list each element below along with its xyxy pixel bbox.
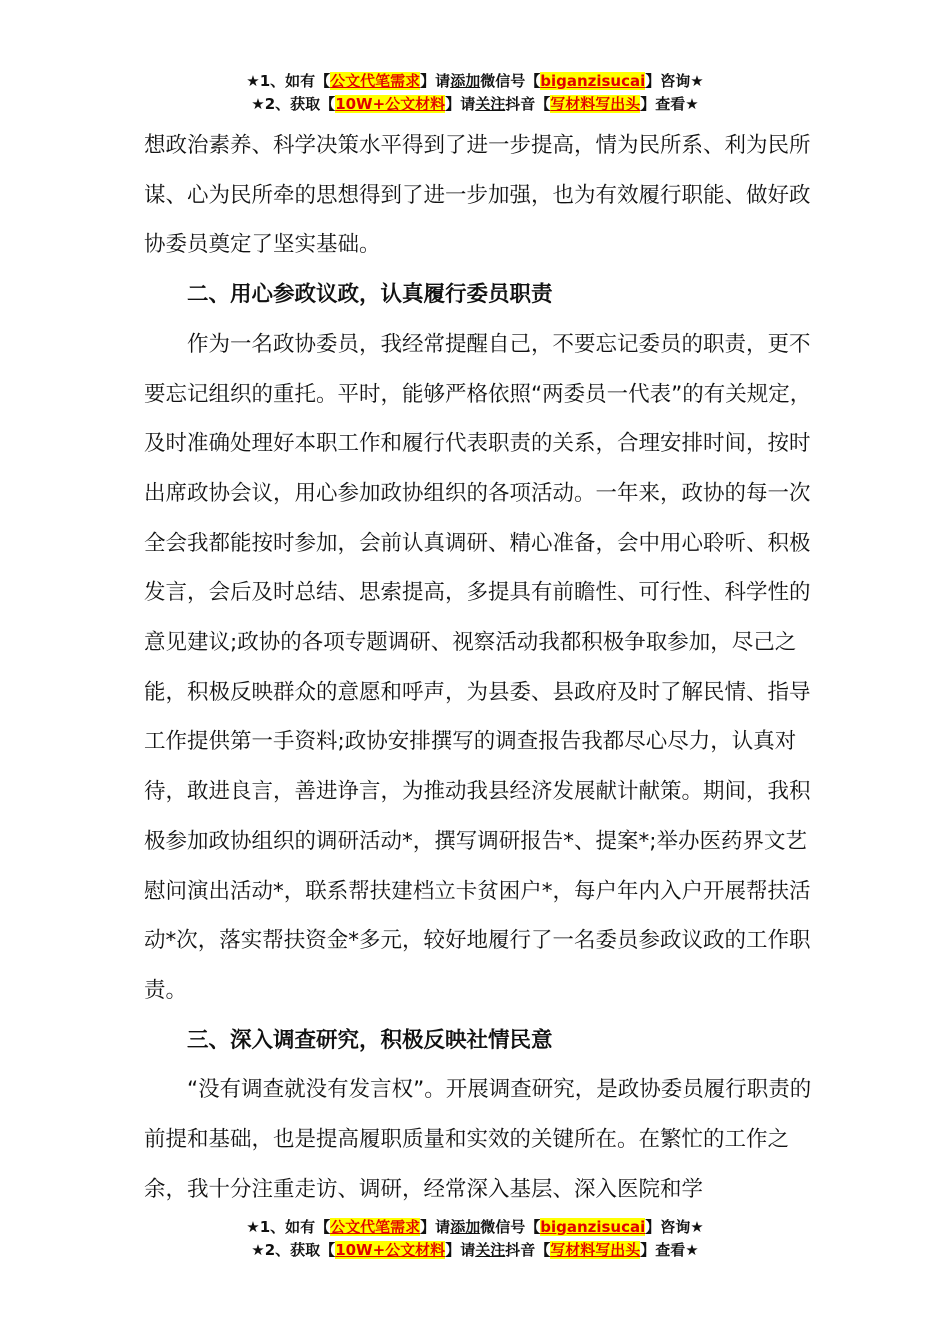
promo-douyin-account: 写材料写出头 bbox=[550, 1241, 641, 1259]
promo-douyin-account: 写材料写出头 bbox=[550, 95, 641, 113]
footer-promo-banner bbox=[0, 1216, 950, 1262]
promo-line-1: ★1、如有【公文代笔需求】请添加微信号【biganzisucai】咨询★ bbox=[246, 72, 704, 90]
header-promo-banner bbox=[0, 70, 950, 116]
promo-highlight: 公文代笔需求 bbox=[330, 1218, 421, 1236]
promo-highlight: 10W+公文材料 bbox=[335, 1241, 446, 1259]
body-paragraph: 作为一名政协委员，我经常提醒自己，不要忘记委员的职责，更不要忘记组织的重托。平时，能够严格依照“两委员一代表”的有关规定，及时准确处理好本职工作和履行代表职责的关系，合理安排时间，按时出席政协会议，用心参加政协组织的各项活动。一年来，政协的每一次全会我都能按时参加，会前认真调研、精心准备，会中用心聆听、积极发言，会后及时总结、思索提高，多提具有前瞻性、可行性、科学性的意见建议;政协的各项专题调研、视察活动我都积极争取参加，尽己之能，积极反映群众的意愿和呼声，为县委、县政府及时了解民情、指导工作提供第一手资料;政协安排撰写的调查报告我都尽心尽力，认真对待，敢进良言，善进诤言，为推动我县经济发展献计献策。期间，我积极参加政协组织的调研活动*，撰写调研报告*、提案*;举办医药界文艺慰问演出活动*，联系帮扶建档立卡贫困户*，每户年内入户开展帮扶活动*次，落实帮扶资金*多元，较好地履行了一名委员参政议政的工作职责。 bbox=[144, 331, 812, 1003]
promo-wechat-id: biganzisucai bbox=[540, 1218, 646, 1236]
promo-line-2: ★2、获取【10W+公文材料】请关注抖音【写材料写出头】查看★ bbox=[251, 1241, 699, 1259]
promo-highlight: 公文代笔需求 bbox=[330, 72, 421, 90]
continuation-paragraph: 想政治素养、科学决策水平得到了进一步提高，情为民所系、利为民所谋、心为民所牵的思想得到了进一步加强，也为有效履行职能、做好政协委员奠定了坚实基础。 bbox=[144, 133, 811, 258]
promo-highlight: 10W+公文材料 bbox=[335, 95, 446, 113]
section-heading-3: 三、深入调查研究，积极反映社情民意 bbox=[187, 1027, 553, 1053]
promo-line-1: ★1、如有【公文代笔需求】请添加微信号【biganzisucai】咨询★ bbox=[246, 1218, 704, 1236]
promo-wechat-id: biganzisucai bbox=[540, 72, 646, 90]
document-body bbox=[144, 121, 824, 1214]
body-paragraph: “没有调查就没有发言权”。开展调查研究，是政协委员履行职责的前提和基础，也是提高履职质量和实效的关键所在。在繁忙的工作之余，我十分注重走访、调研，经常深入基层、深入医院和学 bbox=[144, 1077, 812, 1202]
promo-line-2: ★2、获取【10W+公文材料】请关注抖音【写材料写出头】查看★ bbox=[251, 95, 699, 113]
section-heading-2: 二、用心参政议政，认真履行委员职责 bbox=[187, 282, 553, 308]
